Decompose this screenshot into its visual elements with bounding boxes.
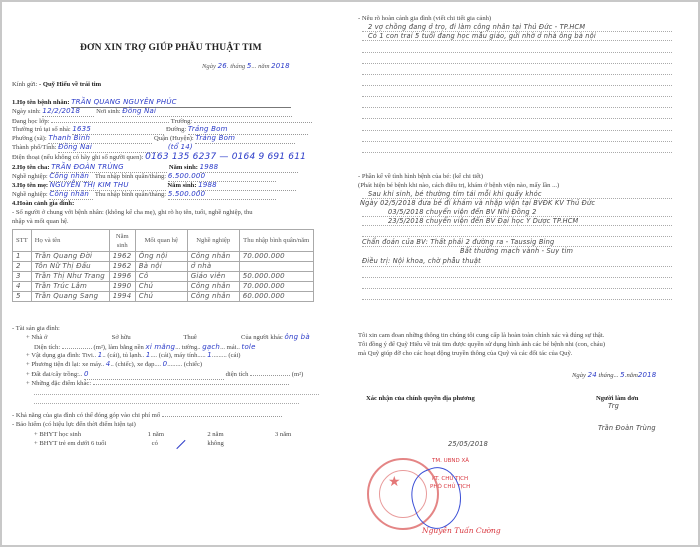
ward-line: Phường (xã): Thanh Bình Quận (Huyện): Trảng Bom	[12, 134, 295, 144]
medical-line-1: Sau khi sinh, bé thường tím tái mỗi khi quấy khóc	[368, 190, 542, 198]
declaration-line-3: mà Quỹ giúp đỡ cho các hoạt động truyền thông của Quỹ và các đối tác của Quỹ.	[358, 350, 573, 357]
father-income: 6.500.000	[168, 172, 276, 182]
child-insurance-line: + BHYT trẻ em dưới 6 tuổi có không	[34, 440, 224, 447]
medical-heading: - Phần kể về tình hình bệnh của bé: (kể chi tiết)	[358, 173, 484, 180]
bicycle-count: 0	[162, 360, 168, 368]
declaration-date: Ngày 24 tháng... 5.năm2018	[572, 371, 657, 379]
blank-line	[362, 266, 672, 267]
roof-value: tole	[241, 343, 256, 351]
student-insurance-line: + BHYT học sinh 1 năm 2 năm 3 năm	[34, 431, 292, 438]
date-day: 26	[217, 62, 227, 70]
blank-line	[362, 130, 672, 131]
house-area-line: Diện tích: (m²), làm bằng nền xi măng... tường.. gạch... mái.. tole	[34, 343, 256, 351]
blank-line	[362, 52, 672, 53]
blank-line	[362, 96, 672, 97]
blank-line	[362, 40, 672, 41]
blank-line	[362, 31, 672, 32]
option-1-year: 1 năm	[147, 431, 164, 438]
option-2-years: 2 năm	[207, 431, 224, 438]
mother-income: 5.500.000	[168, 190, 276, 200]
blank-line	[362, 118, 672, 119]
wall-value: gạch	[202, 343, 221, 351]
patient-name-line: 1.Họ tên bệnh nhân: TRẦN QUANG NGUYÊN PHÚC	[12, 98, 291, 108]
date-month: 5	[246, 62, 252, 70]
mother-job-line: Nghề nghiệp: Công nhân Thu nhập bình quân/tháng: 5.500.000	[12, 190, 276, 200]
table-row: 3 Trần Thị Như Trang 1996 Cô Giáo viên 50.000.000	[13, 272, 314, 282]
table-header-row: STT Họ và tên Năm sinh Mối quan hệ Nghề nghiệp Thu nhập bình quân/năm	[13, 230, 314, 252]
declaration-line-1: Tôi xin cam đoan những thông tin chúng tôi cung cấp là hoàn toàn chính xác và đúng sự thật.	[358, 332, 605, 339]
declaration-line-2: Tôi đồng ý để Quỹ Hiểu về trái tim được quyền sử dụng hình ảnh các bé bệnh nhi (con, cháu)	[358, 341, 606, 348]
fridge-count: 1	[145, 351, 151, 359]
blank-line	[362, 152, 672, 153]
household-note: - Số người ở chung với bệnh nhân: (không kể cha mẹ), ghi rõ họ tên, tuổi, nghề nghiệp, thu	[12, 209, 253, 216]
motorbike-count: 4	[105, 360, 111, 368]
father-name: TRẦN ĐOÀN TRÙNG	[51, 163, 167, 173]
table-row: 4 Trần Trúc Lâm 1990 Chú Công nhân 70.000.000	[13, 282, 314, 292]
option-no: không	[207, 440, 224, 447]
star-icon: ★	[388, 475, 401, 490]
table-row: 1 Trần Quang Đời 1962 Ông nội Công nhân 70.000.000	[13, 252, 314, 262]
district-note: (tổ 14)	[167, 143, 193, 151]
other-features-line: + Những đặc điểm khác:	[26, 378, 289, 388]
family-section-heading: 4.Hoàn cảnh gia đình:	[12, 200, 75, 207]
district-value: Trảng Bom	[195, 134, 295, 144]
household-table	[12, 229, 314, 302]
table-row: 2 Tôn Nữ Thị Đấu 1962 Bà nội ở nhà	[13, 262, 314, 272]
insurance-heading: - Bảo hiểm (có hiệu lực đến thời điểm hiện tại)	[12, 421, 136, 428]
blank-line	[362, 236, 672, 237]
date-year: 2018	[271, 62, 290, 70]
local-gov-confirmation-label: Xác nhận của chính quyền địa phương	[366, 395, 475, 402]
father-birth-year: 1988	[200, 163, 298, 173]
household-note-2: nhập và mối quan hệ.	[12, 218, 69, 225]
stamp-line-2: KT. CHỦ TỊCH	[432, 476, 469, 482]
stamp-line-3: PHÓ CHỦ TỊCH	[430, 484, 471, 490]
land-line: + Đất đai/cây trồng:.. 0 diện tích (m²)	[26, 370, 304, 378]
declaration-month: 5	[620, 371, 625, 379]
city-line: Thành phố/Tỉnh: Đồng Nai (tổ 14)	[12, 143, 193, 151]
form-page-1	[4, 0, 348, 547]
house-owner-value: ông bà	[284, 333, 310, 341]
diagnosis-line-2: Bất thường mạch vành - Suy tim	[460, 247, 574, 255]
blank-line	[362, 246, 672, 247]
option-3-years: 3 năm	[274, 431, 292, 438]
blank-line	[362, 74, 672, 75]
blank-line	[34, 394, 319, 395]
diagnosis-line-1: Chẩn đoán của BV: Thất phải 2 đường ra - Taussig Bing	[362, 238, 555, 246]
circumstances-heading: - Nêu rõ hoàn cảnh gia đình (viết chi tiết gia cảnh)	[358, 15, 492, 22]
city-value: Đồng Nai	[58, 143, 158, 153]
house-ownership-line: + Nhà ở Sở hữu Thuê Của người khác ông bà	[26, 333, 310, 341]
phone-line: Điện thoại (nếu không có hãy ghi số người quen): 0163 135 6237 — 0164 9 691 611	[12, 152, 307, 162]
mother-birth-year: 1988	[198, 181, 296, 191]
applicant-signature: Trg	[608, 402, 620, 410]
declaration-year: 2018	[637, 371, 657, 379]
circumstances-line-1: 2 vợ chồng đang ở trọ, đi làm công nhân tại Thủ Đức - TP.HCM	[368, 23, 586, 31]
blank-line	[362, 216, 672, 217]
ward-value: Thanh Bình	[48, 134, 152, 144]
patient-dob: 12/2/2018	[42, 107, 94, 117]
medical-line-2: Ngày 02/5/2018 đưa bé đi khám và nhập viện tại BVĐK KV Thủ Đức	[360, 199, 596, 207]
mother-name-line: 3.Họ tên mẹ: NGUYỄN THỊ KIM THU Năm sinh: 1988	[12, 181, 296, 191]
appliances-line: + Vật dụng gia đình: Tivi.. 1.. (cái), tủ lạnh.. 1.... (cái), máy tính..... 1......... (cái)	[26, 351, 241, 359]
blank-line	[362, 225, 672, 226]
medical-line-4: 23/5/2018 chuyển viện đến BV Đại học Y Dược TP.HCM	[388, 217, 579, 225]
form-date: Ngày 26. tháng 5... năm 2018	[202, 62, 290, 70]
blank-line	[362, 288, 672, 289]
applicant-name: Trần Đoàn Trùng	[598, 424, 656, 432]
blank-line	[362, 277, 672, 278]
official-name: Nguyễn Tuấn Cường	[422, 526, 501, 535]
mother-name: NGUYỄN THỊ KIM THU	[50, 181, 166, 191]
father-job: Công nhân	[49, 172, 93, 182]
circumstances-line-2: Có 1 con trai 5 tuổi đang học mẫu giáo, gửi nhờ ở nhà ông bà nội	[368, 32, 596, 40]
table-row: 5 Trần Quang Sang 1994 Chú Công nhân 60.000.000	[13, 292, 314, 302]
patient-birthplace: Đồng Nai	[122, 107, 292, 117]
medical-hint: (Phát hiện bé bệnh khi nào, cách điều trị, khám ở bệnh viện nào, mấy lần ...)	[358, 182, 560, 189]
treatment-line: Điều trị: Nội khoa, chờ phẫu thuật	[362, 257, 481, 265]
blank-line	[362, 107, 672, 108]
father-job-line: Nghề nghiệp: Công nhân Thu nhập bình quân/tháng: 6.500.000	[12, 172, 276, 182]
assets-heading: - Tài sản gia đình:	[12, 325, 60, 332]
patient-dob-line: Ngày sinh: 12/2/2018 Nơi sinh: Đồng Nai	[12, 107, 292, 117]
address-line: Thường trú tại số nhà: 1635 Đường: Trảng Bom	[12, 125, 308, 135]
stamp-line-1: TM. UBND XÃ	[432, 458, 470, 464]
phone-value: 0163 135 6237 — 0164 9 691 611	[145, 152, 307, 162]
contribution-line: - Khả năng của gia đình có thể đóng góp vào chi phí mổ	[12, 410, 282, 420]
computer-count: 1	[207, 351, 212, 359]
land-value: 0	[84, 370, 224, 380]
blank-line	[362, 85, 672, 86]
declaration-day: 24	[587, 371, 597, 379]
blank-line	[362, 63, 672, 64]
mother-job: Công nhân	[49, 190, 93, 200]
option-yes: có	[151, 440, 158, 447]
tv-count: 1	[97, 351, 103, 359]
form-title: ĐƠN XIN TRỢ GIÚP PHẪU THUẬT TIM	[80, 43, 262, 53]
blank-line	[362, 198, 672, 199]
floor-value: xi măng	[145, 343, 176, 351]
medical-line-3: 03/5/2018 chuyển viện đến BV Nhi Đồng 2	[388, 208, 537, 216]
addressee-line: Kính gửi: - Quỹ Hiểu về trái tim	[12, 81, 102, 88]
transport-line: + Phương tiện đi lại: xe máy.. 4.. (chiếc), xe đạp.... 0......... (chiếc)	[26, 360, 203, 368]
blank-line	[34, 403, 299, 404]
blank-line	[362, 141, 672, 142]
patient-class-line: Đang học lớp: Trường:	[12, 116, 312, 126]
address-number: 1635	[72, 125, 164, 135]
stamp-date: 25/05/2018	[448, 440, 489, 448]
father-name-line: 2.Họ tên cha: TRẦN ĐOÀN TRÙNG Năm sinh: 1988	[12, 163, 298, 173]
applicant-label: Người làm đơn	[596, 395, 639, 402]
address-street: Trảng Bom	[188, 125, 308, 135]
patient-name: TRẦN QUANG NGUYÊN PHÚC	[71, 98, 291, 108]
blank-line	[362, 299, 672, 300]
